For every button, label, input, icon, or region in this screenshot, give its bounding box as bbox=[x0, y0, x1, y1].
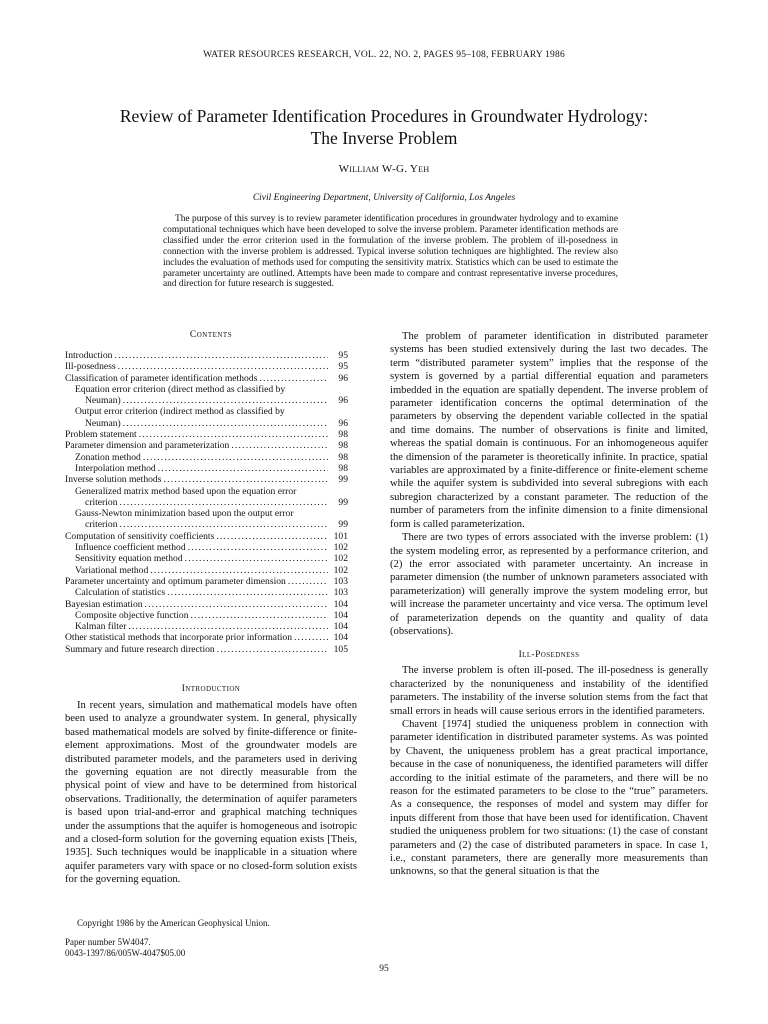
paragraph-error-types: There are two types of errors associated with the inverse problem: (1) the system modeling error, as represented by a performance criterion, and (2) the error associated with parameter uncertainty. An increase in parameter dimension (the number of unknown parameters associated with parameterization) will generally improve the system modeling error, but will increase the parameter uncertainty and vice versa. The optimum level of parameterization depends on the quantity and quality of data (observations). bbox=[390, 532, 708, 637]
toc-entry-page: 98 bbox=[338, 451, 348, 463]
toc-entry bbox=[65, 632, 348, 643]
toc-leader-dots bbox=[118, 361, 328, 372]
toc-entry bbox=[65, 519, 348, 530]
toc-entry bbox=[65, 644, 348, 655]
toc-entry bbox=[65, 452, 348, 463]
toc-entry bbox=[65, 350, 348, 361]
toc-entry-page: 99 bbox=[338, 519, 348, 531]
toc-entry bbox=[65, 508, 348, 519]
title-line-1: Review of Parameter Identification Procedures in Groundwater Hydrology: bbox=[119, 106, 649, 126]
toc-entry-page: 96 bbox=[338, 417, 348, 429]
toc-entry bbox=[65, 542, 348, 553]
toc-entry-title: Inverse solution methods bbox=[65, 474, 162, 486]
toc-leader-dots bbox=[123, 395, 328, 406]
toc-entry-title: Output error criterion (indirect method as classified by bbox=[75, 406, 285, 418]
footer-notes bbox=[65, 918, 357, 959]
copyright-notice: Copyright 1986 by the American Geophysical Union. bbox=[77, 918, 270, 928]
toc-entry bbox=[65, 610, 348, 621]
toc-leader-dots bbox=[167, 587, 328, 598]
toc-entry bbox=[65, 373, 348, 384]
toc-entry bbox=[65, 531, 348, 542]
toc-entry-page: 98 bbox=[338, 440, 348, 452]
toc-leader-dots bbox=[185, 553, 328, 564]
toc-entry-page: 99 bbox=[338, 474, 348, 486]
introduction-heading: Introduction bbox=[181, 684, 241, 694]
author: William W-G. Yeh bbox=[338, 163, 430, 175]
toc-entry-page: 104 bbox=[333, 609, 348, 621]
toc-entry-title: Influence coefficient method bbox=[75, 542, 186, 554]
toc-entry bbox=[65, 565, 348, 576]
toc-entry-page: 98 bbox=[338, 462, 348, 474]
introduction-section bbox=[65, 684, 357, 887]
toc-leader-dots bbox=[231, 440, 328, 451]
toc-leader-dots bbox=[217, 644, 328, 655]
toc-entry-page: 103 bbox=[333, 587, 348, 599]
toc-leader-dots bbox=[158, 463, 328, 474]
toc-entry bbox=[65, 553, 348, 564]
toc-entry-title: Composite objective function bbox=[75, 609, 189, 621]
toc-entry-page: 96 bbox=[338, 395, 348, 407]
toc-entry bbox=[65, 621, 348, 632]
toc-leader-dots bbox=[123, 418, 328, 429]
toc-entry-title: Parameter uncertainty and optimum parameter dimension bbox=[65, 575, 286, 587]
toc-leader-dots bbox=[163, 474, 328, 485]
paper-number: Paper number 5W4047. bbox=[65, 937, 151, 947]
toc-entry-title: Generalized matrix method based upon the equation error bbox=[75, 485, 297, 497]
toc-entry bbox=[65, 463, 348, 474]
toc-leader-dots bbox=[143, 452, 328, 463]
toc-entry-title: criterion bbox=[85, 496, 118, 508]
toc-leader-dots bbox=[191, 610, 328, 621]
toc-entry bbox=[65, 361, 348, 372]
toc-entry-title: Interpolation method bbox=[75, 462, 156, 474]
toc-entry-title: Other statistical methods that incorporate prior information bbox=[65, 632, 292, 644]
toc-entry-title: Introduction bbox=[65, 350, 113, 361]
contents-heading: Contents bbox=[189, 330, 233, 340]
toc-entry-page: 102 bbox=[333, 553, 348, 565]
toc-entry-title: Gauss-Newton minimization based upon the output error bbox=[75, 508, 294, 520]
right-column-text bbox=[390, 330, 708, 638]
toc-entry bbox=[65, 587, 348, 598]
paper-title bbox=[60, 105, 708, 149]
toc-entry bbox=[65, 497, 348, 508]
toc-entry bbox=[65, 486, 348, 497]
introduction-paragraph: In recent years, simulation and mathematical models have often been used to analyze a groundwater system. In general, physically based mathematical models are solved by finite-difference or finite-element approximations. Most of the groundwater models are distributed parameter models, and the parameters used in deriving the governing equation are not directly measurable from the physical point of view and have to be determined from historical observations. Traditionally, the determination of aquifer parameters is based upon trial-and-error and graphical matching techniques under the assumptions that the aquifer is homogeneous and isotropic and a closed-form solution for the governing equation exists [Theis, 1935]. Such techniques would be inapplicable in a situation where aquifer parameters vary with space or no closed-form solution exists for the governing equation. bbox=[65, 700, 357, 886]
toc-entry-title: Bayesian estimation bbox=[65, 598, 143, 610]
toc-entry-title: Sensitivity equation method bbox=[75, 553, 183, 565]
toc-leader-dots bbox=[216, 531, 328, 542]
toc-entry bbox=[65, 599, 348, 610]
toc-leader-dots bbox=[188, 542, 328, 553]
toc-entry-title: Classification of parameter identification methods bbox=[65, 372, 258, 384]
table-of-contents bbox=[65, 350, 348, 655]
toc-leader-dots bbox=[294, 632, 328, 643]
toc-entry-title: Calculation of statistics bbox=[75, 587, 166, 599]
toc-entry bbox=[65, 406, 348, 417]
toc-entry-title: Zonation method bbox=[75, 451, 141, 463]
toc-entry-title: Ill-posedness bbox=[65, 361, 116, 373]
toc-entry-page: 102 bbox=[333, 542, 348, 554]
right-column bbox=[390, 330, 708, 879]
toc-leader-dots bbox=[128, 621, 328, 632]
toc-entry bbox=[65, 418, 348, 429]
toc-leader-dots bbox=[120, 497, 329, 508]
ill-posedness-text bbox=[390, 664, 708, 879]
paragraph-parameter-identification: The problem of parameter identification in distributed parameter systems has been studied extensively during the last two decades. The term “distributed parameter system” implies that the response of the system is governed by a partial differential equation and parameters imbedded in the equation are spatially dependent. The inverse problem of parameter identification concerns the optimal determination of the parameters by observing the dependent variable collected in the spatial and time domains. The number of observations is finite and limited, whereas the spatial domain is continuous. For an inhomogeneous aquifer the dimension of the parameter is theoretically infinite. In practice, spatial variables are approximated by a finite-difference or finite-element scheme while the aquifer system is subdivided into several subregions with each subregion characterized by a constant parameter. The reduction of the number of parameters from the infinite dimension to a finite dimensional form is called parameterization. bbox=[390, 331, 708, 530]
toc-entry-page: 104 bbox=[333, 621, 348, 633]
title-line-2: The Inverse Problem bbox=[310, 128, 458, 148]
toc-entry bbox=[65, 395, 348, 406]
paragraph-ill-posed: The inverse problem is often ill-posed. The ill-posedness is generally characterized by the nonuniqueness and instability of the identified parameters. The instability of the inverse solution stems from the fact that small errors in heads will cause serious errors in the identified parameters. bbox=[390, 665, 708, 717]
toc-entry bbox=[65, 429, 348, 440]
toc-entry-page: 105 bbox=[333, 643, 348, 655]
abstract: The purpose of this survey is to review parameter identification procedures in groundwater hydrology and to examine computational techniques which have been developed to solve the inverse problem. Parameter identification methods are classified under the error criterion used in the formulation of the inverse problem. The problem of ill-posedness in connection with the inverse problem is addressed. Typical inverse solution techniques are highlighted. The review also includes the evaluation of methods used for computing the sensitivity matrix. Statistics which can be used to estimate the parameter uncertainty are outlined. Attempts have been made to compare and contrast representative inverse procedures, and direction for future research is suggested. bbox=[163, 214, 618, 290]
toc-entry-page: 99 bbox=[338, 496, 348, 508]
toc-entry-page: 101 bbox=[333, 530, 348, 542]
toc-entry bbox=[65, 384, 348, 395]
toc-leader-dots bbox=[145, 599, 328, 610]
toc-entry-title: Neuman) bbox=[85, 417, 121, 429]
page-number: 95 bbox=[379, 964, 389, 974]
introduction-text bbox=[65, 699, 357, 887]
journal-header: WATER RESOURCES RESEARCH, VOL. 22, NO. 2, PAGES 95–108, FEBRUARY 1986 bbox=[203, 50, 565, 60]
toc-entry bbox=[65, 576, 348, 587]
toc-entry bbox=[65, 440, 348, 451]
paragraph-chavent: Chavent [1974] studied the uniqueness problem in connection with parameter identification in distributed parameter systems. As was pointed by Chavent, the uniqueness problem has a great practical importance, because in the case of nonuniqueness, the identified parameters will differ according to the initial estimate of the parameters, and there will be no reason for the estimated parameters to be close to the “true” parameters. As a consequence, the responses of model and system may differ for inputs different from those that have been used for identification. Chavent studied the uniqueness problem for two situations: (1) the case of constant parameters and (2) the case of distributed parameters in space. In case 1, i.e., constant parameters, there are generally more measurements than unknowns, so that the general situation is that the bbox=[390, 718, 708, 878]
toc-entry-page: 102 bbox=[333, 564, 348, 576]
article-code: 0043-1397/86/005W-4047$05.00 bbox=[65, 948, 186, 958]
toc-leader-dots bbox=[259, 373, 328, 384]
toc-entry-title: Kalman filter bbox=[75, 621, 127, 633]
toc-entry-title: Problem statement bbox=[65, 429, 137, 441]
toc-entry-page: 96 bbox=[338, 372, 348, 384]
toc-entry-page: 95 bbox=[338, 361, 348, 373]
toc-entry-page: 95 bbox=[338, 350, 348, 361]
affiliation: Civil Engineering Department, University of California, Los Angeles bbox=[252, 193, 516, 203]
toc-leader-dots bbox=[120, 519, 329, 530]
toc-leader-dots bbox=[150, 565, 328, 576]
toc-leader-dots bbox=[288, 576, 328, 587]
toc-entry-title: Parameter dimension and parameterization bbox=[65, 440, 230, 452]
toc-leader-dots bbox=[139, 429, 328, 440]
toc-entry-page: 104 bbox=[333, 632, 348, 644]
toc-entry-title: Variational method bbox=[75, 564, 149, 576]
toc-entry-page: 98 bbox=[338, 429, 348, 441]
toc-entry-page: 104 bbox=[333, 598, 348, 610]
toc-entry-title: Computation of sensitivity coefficients bbox=[65, 530, 215, 542]
toc-entry-page: 103 bbox=[333, 575, 348, 587]
toc-leader-dots bbox=[114, 350, 328, 361]
toc-entry-title: criterion bbox=[85, 519, 118, 531]
toc-entry-title: Summary and future research direction bbox=[65, 643, 215, 655]
toc-entry-title: Equation error criterion (direct method as classified by bbox=[75, 383, 286, 395]
ill-posedness-heading: Ill-Posedness bbox=[518, 650, 580, 661]
toc-entry bbox=[65, 474, 348, 485]
toc-entry-title: Neuman) bbox=[85, 395, 121, 407]
